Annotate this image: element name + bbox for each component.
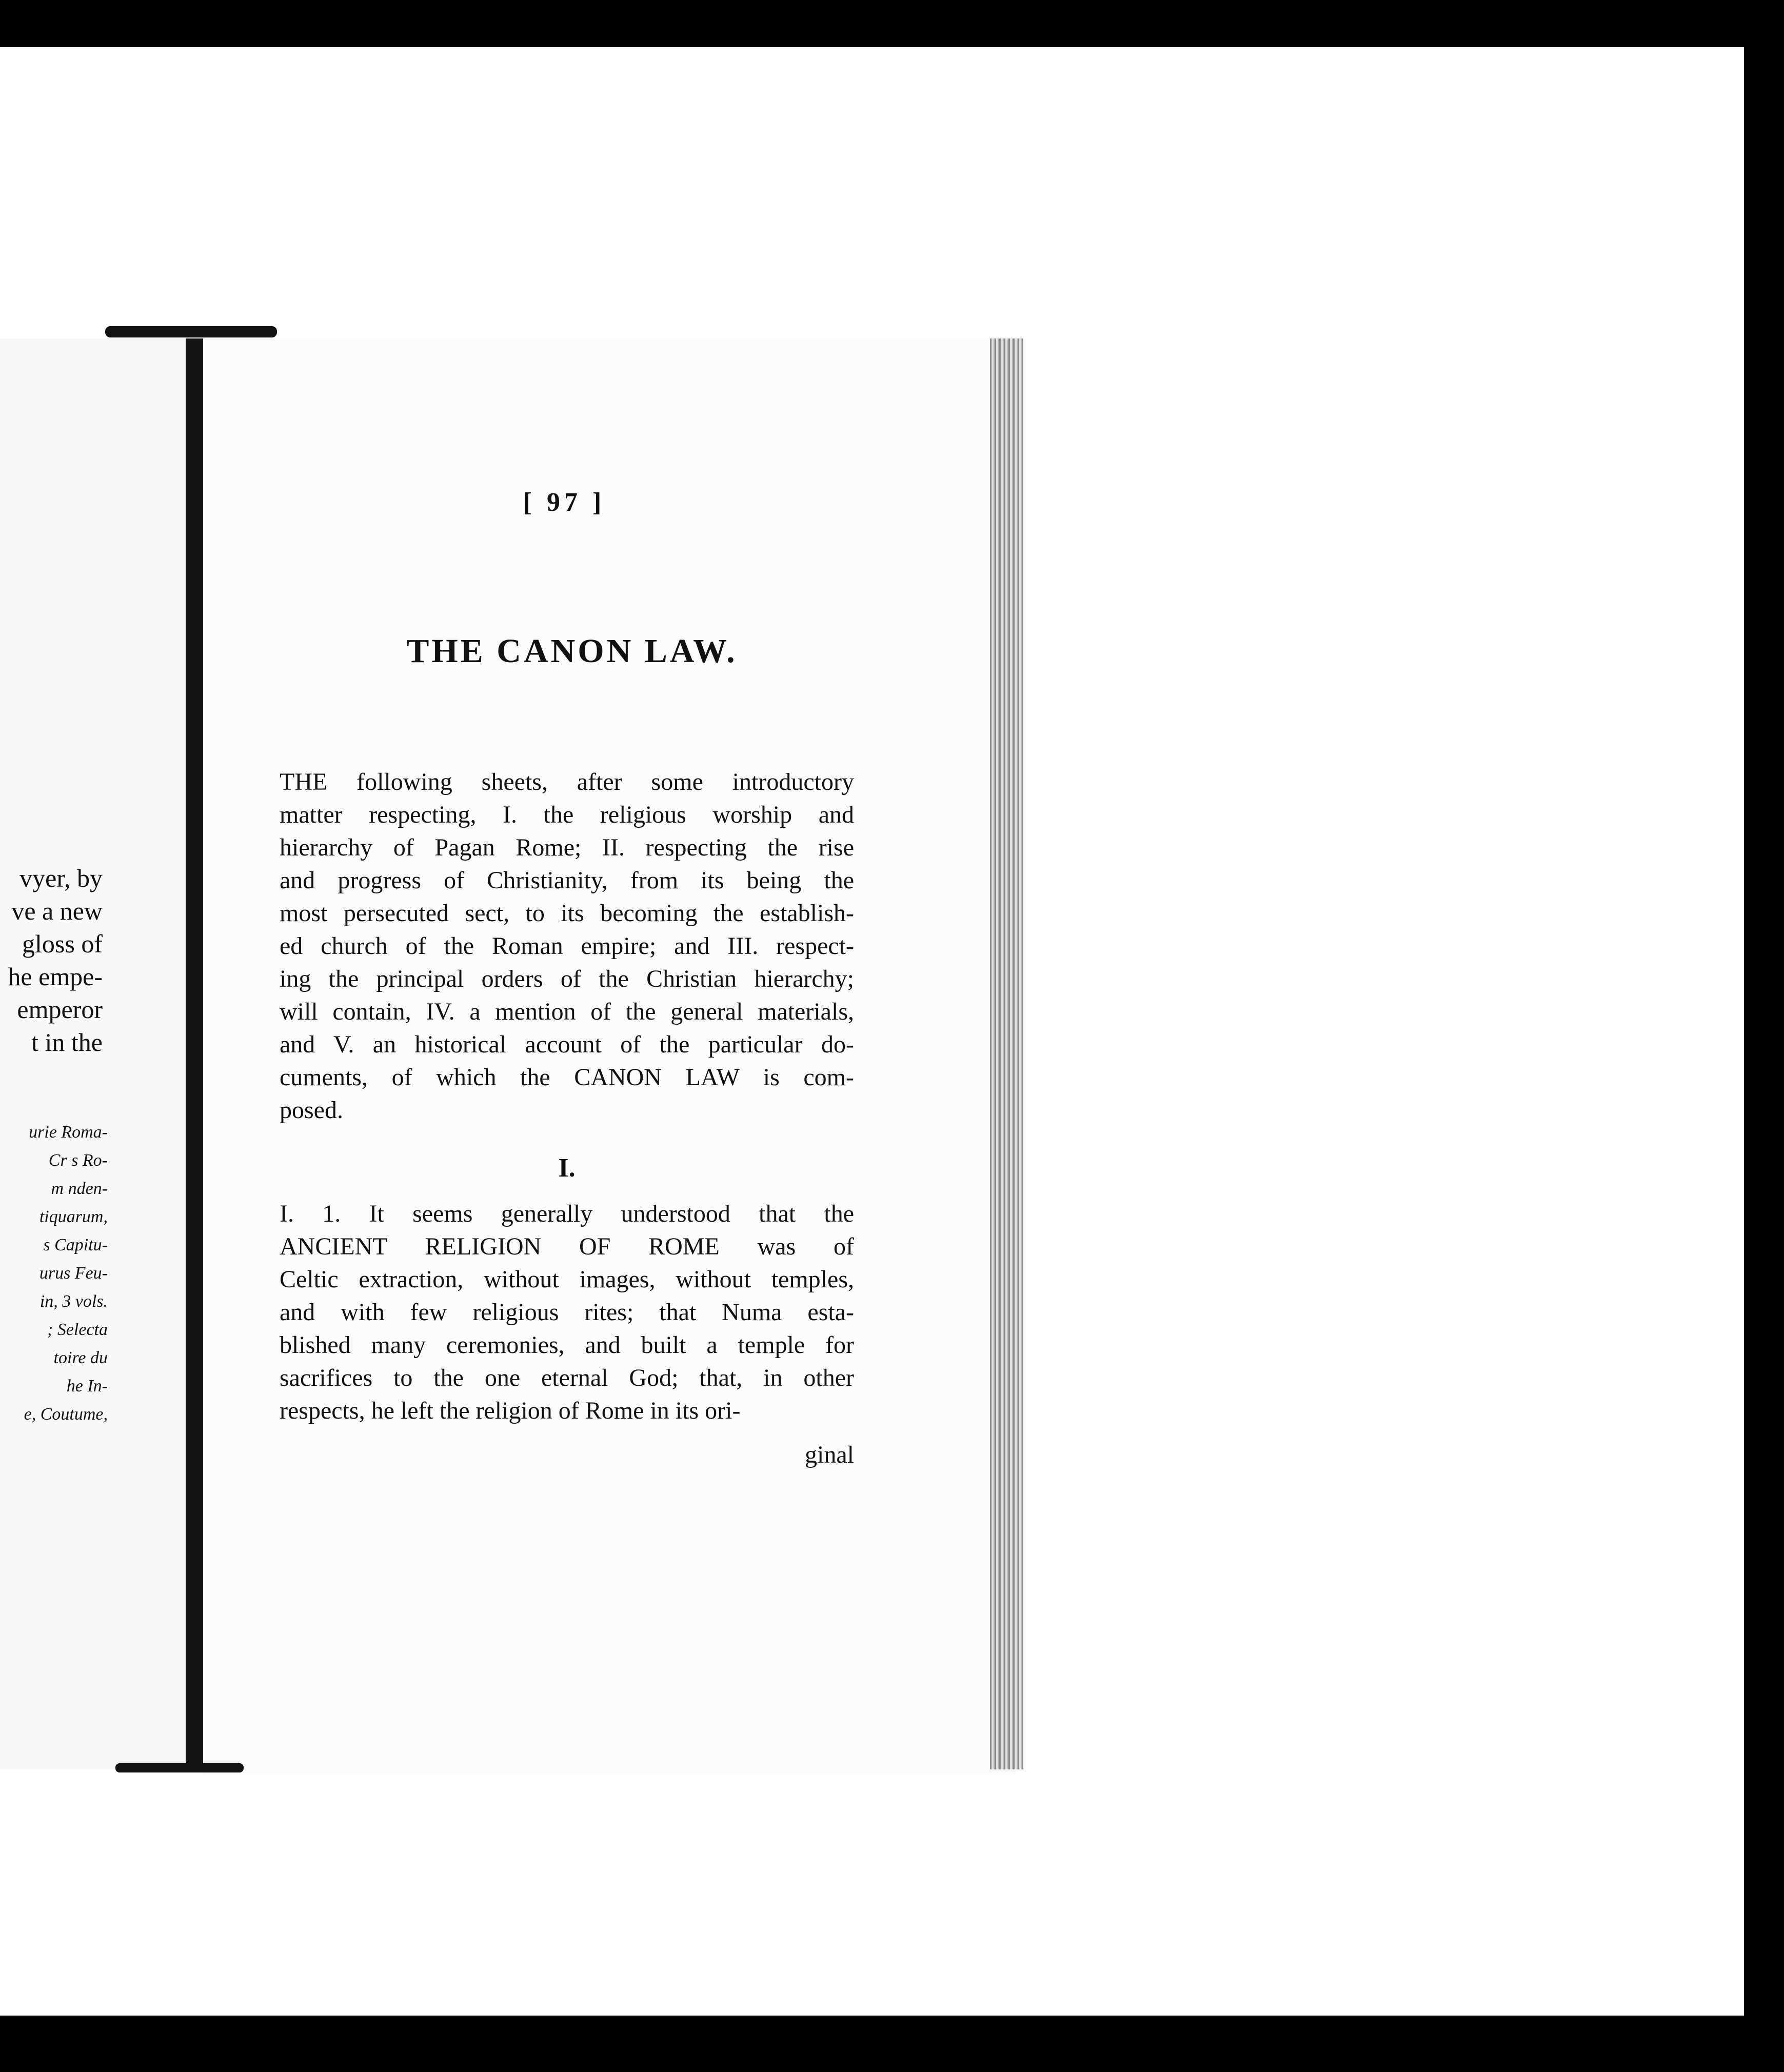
facing-page-note-line: Cr s Ro-: [48, 1151, 108, 1170]
page-number: [ 97 ]: [523, 488, 606, 517]
intro-paragraph-line: posed.: [280, 1097, 343, 1124]
facing-page-note-line: tiquarum,: [39, 1207, 108, 1226]
scan-border-right: [1744, 0, 1784, 2072]
facing-page-text-line: vyer, by: [19, 864, 103, 892]
book-gutter: [186, 338, 203, 1769]
scan-border-bottom: [0, 2016, 1784, 2072]
intro-paragraph-line: hierarchy of Pagan Rome; II. respecting the rise: [280, 834, 854, 861]
facing-page-note-line: e, Coutume,: [24, 1405, 108, 1424]
catchword: ginal: [805, 1441, 854, 1468]
section-heading: I.: [558, 1153, 576, 1183]
intro-paragraph-line: matter respecting, I. the religious worship and: [280, 801, 854, 828]
facing-page-note-line: m nden-: [51, 1179, 108, 1198]
intro-paragraph-line: and V. an historical account of the particular do-: [280, 1031, 854, 1058]
section-paragraph-line: I. 1. It seems generally understood that the: [280, 1200, 854, 1227]
section-paragraph-line: blished many ceremonies, and built a temple for: [280, 1331, 854, 1359]
chapter-title: THE CANON LAW.: [406, 632, 738, 670]
facing-page-note-line: toire du: [53, 1348, 108, 1367]
facing-page-notes: [0, 1118, 108, 1428]
section-paragraph-line: and with few religious rites; that Numa esta-: [280, 1299, 854, 1326]
facing-page-text-line: gloss of: [22, 929, 103, 958]
section-paragraph-line: Celtic extraction, without images, without temples,: [280, 1266, 854, 1293]
intro-paragraph-line: cuments, of which the CANON LAW is com-: [280, 1064, 854, 1091]
intro-paragraph-line: most persecuted sect, to its becoming the establish-: [280, 900, 854, 927]
gutter-cap-bottom: [115, 1763, 244, 1772]
facing-page-note-line: ; Selecta: [47, 1320, 108, 1339]
facing-page-text-line: t in the: [31, 1028, 103, 1057]
intro-paragraph-line: ing the principal orders of the Christian hierarchy;: [280, 965, 854, 992]
facing-page: [0, 338, 195, 1769]
facing-page-text: [0, 862, 103, 1059]
facing-page-note-line: urie Roma-: [29, 1123, 108, 1142]
scan-border-top: [0, 0, 1784, 47]
section-paragraph-line: ANCIENT RELIGION OF ROME was of: [280, 1233, 854, 1260]
intro-paragraph-line: ed church of the Roman empire; and III. respect-: [280, 932, 854, 960]
facing-page-note-line: urus Feu-: [39, 1264, 108, 1283]
intro-paragraph: [280, 766, 854, 1127]
facing-page-text-line: emperor: [17, 995, 103, 1024]
facing-page-text-line: he empe-: [8, 962, 103, 991]
intro-paragraph-line: THE following sheets, after some introductory: [280, 768, 854, 795]
page-edges: [990, 338, 1023, 1769]
section-paragraph-line: sacrifices to the one eternal God; that, in other: [280, 1364, 854, 1391]
facing-page-note-line: in, 3 vols.: [39, 1292, 108, 1311]
facing-page-note-line: s Capitu-: [43, 1236, 108, 1254]
gutter-cap-top: [105, 326, 277, 337]
intro-paragraph-line: will contain, IV. a mention of the general materials,: [280, 998, 854, 1025]
facing-page-text-line: ve a new: [11, 896, 103, 925]
section-paragraph-line: respects, he left the religion of Rome in its ori-: [280, 1397, 741, 1424]
facing-page-note-line: he In-: [66, 1377, 108, 1396]
intro-paragraph-line: and progress of Christianity, from its being the: [280, 867, 854, 894]
section-paragraph: [280, 1198, 854, 1427]
